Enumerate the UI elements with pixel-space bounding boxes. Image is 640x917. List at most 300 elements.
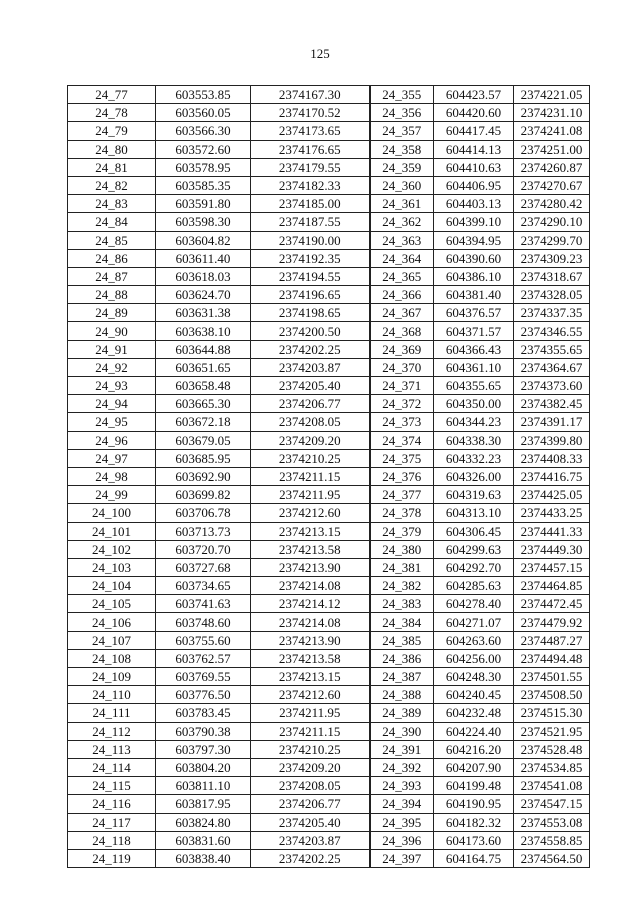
point-id-right: 24_380 — [370, 540, 434, 558]
x-coordinate-left: 603720.70 — [156, 540, 251, 558]
x-coordinate-left: 603817.95 — [156, 795, 251, 813]
y-coordinate-left: 2374209.20 — [251, 758, 370, 776]
point-id-right: 24_357 — [370, 122, 434, 140]
table-row — [68, 104, 590, 122]
point-id-right: 24_390 — [370, 722, 434, 740]
x-coordinate-left: 603651.65 — [156, 358, 251, 376]
table-row — [68, 558, 590, 576]
x-coordinate-right: 604240.45 — [434, 686, 514, 704]
point-id-left: 24_116 — [68, 795, 156, 813]
y-coordinate-left: 2374182.33 — [251, 176, 370, 194]
point-id-right: 24_356 — [370, 104, 434, 122]
x-coordinate-right: 604355.65 — [434, 377, 514, 395]
point-id-right: 24_397 — [370, 849, 434, 867]
x-coordinate-left: 603838.40 — [156, 849, 251, 867]
y-coordinate-left: 2374206.77 — [251, 795, 370, 813]
y-coordinate-right: 2374534.85 — [514, 758, 590, 776]
y-coordinate-left: 2374213.15 — [251, 668, 370, 686]
y-coordinate-left: 2374202.25 — [251, 340, 370, 358]
point-id-left: 24_109 — [68, 668, 156, 686]
point-id-left: 24_103 — [68, 558, 156, 576]
table-row — [68, 413, 590, 431]
point-id-left: 24_89 — [68, 304, 156, 322]
point-id-right: 24_393 — [370, 777, 434, 795]
y-coordinate-left: 2374179.55 — [251, 158, 370, 176]
y-coordinate-left: 2374211.95 — [251, 704, 370, 722]
x-coordinate-right: 604420.60 — [434, 104, 514, 122]
x-coordinate-left: 603611.40 — [156, 249, 251, 267]
x-coordinate-right: 604406.95 — [434, 176, 514, 194]
y-coordinate-right: 2374501.55 — [514, 668, 590, 686]
x-coordinate-right: 604292.70 — [434, 558, 514, 576]
table-row — [68, 431, 590, 449]
point-id-right: 24_374 — [370, 431, 434, 449]
point-id-right: 24_391 — [370, 740, 434, 758]
x-coordinate-left: 603560.05 — [156, 104, 251, 122]
x-coordinate-left: 603598.30 — [156, 213, 251, 231]
y-coordinate-left: 2374214.08 — [251, 613, 370, 631]
y-coordinate-left: 2374167.30 — [251, 86, 370, 104]
y-coordinate-left: 2374173.65 — [251, 122, 370, 140]
point-id-right: 24_362 — [370, 213, 434, 231]
point-id-left: 24_108 — [68, 649, 156, 667]
point-id-right: 24_360 — [370, 176, 434, 194]
point-id-left: 24_80 — [68, 140, 156, 158]
point-id-right: 24_364 — [370, 249, 434, 267]
y-coordinate-right: 2374479.92 — [514, 613, 590, 631]
y-coordinate-left: 2374211.15 — [251, 722, 370, 740]
x-coordinate-right: 604390.60 — [434, 249, 514, 267]
table-row — [68, 486, 590, 504]
y-coordinate-right: 2374494.48 — [514, 649, 590, 667]
y-coordinate-left: 2374214.12 — [251, 595, 370, 613]
x-coordinate-left: 603713.73 — [156, 522, 251, 540]
y-coordinate-left: 2374213.90 — [251, 631, 370, 649]
point-id-left: 24_91 — [68, 340, 156, 358]
table-row — [68, 449, 590, 467]
point-id-left: 24_96 — [68, 431, 156, 449]
point-id-right: 24_355 — [370, 86, 434, 104]
point-id-right: 24_394 — [370, 795, 434, 813]
x-coordinate-left: 603755.60 — [156, 631, 251, 649]
point-id-left: 24_81 — [68, 158, 156, 176]
table-row — [68, 249, 590, 267]
x-coordinate-right: 604164.75 — [434, 849, 514, 867]
point-id-right: 24_370 — [370, 358, 434, 376]
point-id-left: 24_100 — [68, 504, 156, 522]
coordinates-table — [67, 85, 590, 868]
y-coordinate-right: 2374416.75 — [514, 467, 590, 485]
point-id-left: 24_77 — [68, 86, 156, 104]
y-coordinate-right: 2374515.30 — [514, 704, 590, 722]
x-coordinate-right: 604271.07 — [434, 613, 514, 631]
y-coordinate-left: 2374208.05 — [251, 777, 370, 795]
x-coordinate-right: 604410.63 — [434, 158, 514, 176]
point-id-right: 24_369 — [370, 340, 434, 358]
table-row — [68, 231, 590, 249]
table-row — [68, 213, 590, 231]
x-coordinate-left: 603658.48 — [156, 377, 251, 395]
x-coordinate-left: 603804.20 — [156, 758, 251, 776]
y-coordinate-left: 2374187.55 — [251, 213, 370, 231]
point-id-right: 24_373 — [370, 413, 434, 431]
x-coordinate-left: 603831.60 — [156, 831, 251, 849]
table-row — [68, 122, 590, 140]
y-coordinate-left: 2374210.25 — [251, 740, 370, 758]
x-coordinate-right: 604232.48 — [434, 704, 514, 722]
point-id-left: 24_102 — [68, 540, 156, 558]
x-coordinate-left: 603748.60 — [156, 613, 251, 631]
x-coordinate-right: 604417.45 — [434, 122, 514, 140]
point-id-left: 24_86 — [68, 249, 156, 267]
table-row — [68, 704, 590, 722]
x-coordinate-right: 604344.23 — [434, 413, 514, 431]
y-coordinate-left: 2374205.40 — [251, 813, 370, 831]
table-row — [68, 668, 590, 686]
y-coordinate-left: 2374170.52 — [251, 104, 370, 122]
y-coordinate-right: 2374270.67 — [514, 176, 590, 194]
point-id-left: 24_83 — [68, 195, 156, 213]
x-coordinate-left: 603679.05 — [156, 431, 251, 449]
table-row — [68, 540, 590, 558]
table-row — [68, 304, 590, 322]
x-coordinate-left: 603572.60 — [156, 140, 251, 158]
y-coordinate-right: 2374487.27 — [514, 631, 590, 649]
table-row — [68, 340, 590, 358]
x-coordinate-right: 604199.48 — [434, 777, 514, 795]
y-coordinate-right: 2374441.33 — [514, 522, 590, 540]
point-id-left: 24_114 — [68, 758, 156, 776]
x-coordinate-left: 603665.30 — [156, 395, 251, 413]
y-coordinate-left: 2374212.60 — [251, 686, 370, 704]
x-coordinate-right: 604263.60 — [434, 631, 514, 649]
table-row — [68, 358, 590, 376]
table-row — [68, 795, 590, 813]
y-coordinate-left: 2374208.05 — [251, 413, 370, 431]
x-coordinate-left: 603672.18 — [156, 413, 251, 431]
x-coordinate-left: 603811.10 — [156, 777, 251, 795]
y-coordinate-left: 2374213.58 — [251, 649, 370, 667]
y-coordinate-right: 2374346.55 — [514, 322, 590, 340]
y-coordinate-right: 2374382.45 — [514, 395, 590, 413]
table-row — [68, 395, 590, 413]
y-coordinate-right: 2374547.15 — [514, 795, 590, 813]
point-id-right: 24_368 — [370, 322, 434, 340]
point-id-right: 24_359 — [370, 158, 434, 176]
y-coordinate-right: 2374337.35 — [514, 304, 590, 322]
point-id-right: 24_381 — [370, 558, 434, 576]
y-coordinate-left: 2374192.35 — [251, 249, 370, 267]
point-id-right: 24_379 — [370, 522, 434, 540]
point-id-right: 24_377 — [370, 486, 434, 504]
x-coordinate-left: 603585.35 — [156, 176, 251, 194]
point-id-right: 24_395 — [370, 813, 434, 831]
y-coordinate-right: 2374521.95 — [514, 722, 590, 740]
table-row — [68, 595, 590, 613]
point-id-left: 24_79 — [68, 122, 156, 140]
x-coordinate-left: 603624.70 — [156, 286, 251, 304]
x-coordinate-left: 603699.82 — [156, 486, 251, 504]
x-coordinate-right: 604403.13 — [434, 195, 514, 213]
x-coordinate-right: 604190.95 — [434, 795, 514, 813]
x-coordinate-right: 604173.60 — [434, 831, 514, 849]
point-id-left: 24_87 — [68, 267, 156, 285]
y-coordinate-left: 2374214.08 — [251, 577, 370, 595]
y-coordinate-right: 2374391.17 — [514, 413, 590, 431]
y-coordinate-right: 2374564.50 — [514, 849, 590, 867]
y-coordinate-right: 2374541.08 — [514, 777, 590, 795]
x-coordinate-right: 604299.63 — [434, 540, 514, 558]
x-coordinate-right: 604376.57 — [434, 304, 514, 322]
y-coordinate-left: 2374206.77 — [251, 395, 370, 413]
point-id-left: 24_104 — [68, 577, 156, 595]
table-row — [68, 777, 590, 795]
x-coordinate-left: 603618.03 — [156, 267, 251, 285]
table-row — [68, 377, 590, 395]
x-coordinate-right: 604399.10 — [434, 213, 514, 231]
y-coordinate-right: 2374364.67 — [514, 358, 590, 376]
table-row — [68, 740, 590, 758]
x-coordinate-left: 603797.30 — [156, 740, 251, 758]
table-row — [68, 631, 590, 649]
point-id-left: 24_117 — [68, 813, 156, 831]
x-coordinate-left: 603578.95 — [156, 158, 251, 176]
x-coordinate-left: 603783.45 — [156, 704, 251, 722]
y-coordinate-right: 2374472.45 — [514, 595, 590, 613]
point-id-left: 24_106 — [68, 613, 156, 631]
y-coordinate-right: 2374464.85 — [514, 577, 590, 595]
x-coordinate-right: 604207.90 — [434, 758, 514, 776]
y-coordinate-right: 2374231.10 — [514, 104, 590, 122]
point-id-left: 24_111 — [68, 704, 156, 722]
point-id-right: 24_382 — [370, 577, 434, 595]
x-coordinate-right: 604394.95 — [434, 231, 514, 249]
x-coordinate-right: 604224.40 — [434, 722, 514, 740]
point-id-left: 24_84 — [68, 213, 156, 231]
point-id-left: 24_101 — [68, 522, 156, 540]
point-id-left: 24_113 — [68, 740, 156, 758]
table-row — [68, 467, 590, 485]
x-coordinate-left: 603762.57 — [156, 649, 251, 667]
y-coordinate-right: 2374373.60 — [514, 377, 590, 395]
y-coordinate-right: 2374251.00 — [514, 140, 590, 158]
point-id-right: 24_386 — [370, 649, 434, 667]
y-coordinate-right: 2374457.15 — [514, 558, 590, 576]
x-coordinate-left: 603685.95 — [156, 449, 251, 467]
table-row — [68, 522, 590, 540]
table-row — [68, 649, 590, 667]
x-coordinate-left: 603824.80 — [156, 813, 251, 831]
point-id-right: 24_367 — [370, 304, 434, 322]
point-id-left: 24_105 — [68, 595, 156, 613]
x-coordinate-right: 604256.00 — [434, 649, 514, 667]
table-row — [68, 577, 590, 595]
x-coordinate-right: 604332.23 — [434, 449, 514, 467]
coordinates-table-body — [68, 86, 590, 868]
x-coordinate-left: 603591.80 — [156, 195, 251, 213]
y-coordinate-left: 2374200.50 — [251, 322, 370, 340]
y-coordinate-left: 2374198.65 — [251, 304, 370, 322]
table-row — [68, 813, 590, 831]
point-id-right: 24_363 — [370, 231, 434, 249]
point-id-left: 24_107 — [68, 631, 156, 649]
point-id-left: 24_82 — [68, 176, 156, 194]
point-id-right: 24_358 — [370, 140, 434, 158]
point-id-left: 24_92 — [68, 358, 156, 376]
point-id-right: 24_383 — [370, 595, 434, 613]
y-coordinate-left: 2374185.00 — [251, 195, 370, 213]
point-id-left: 24_119 — [68, 849, 156, 867]
y-coordinate-right: 2374260.87 — [514, 158, 590, 176]
x-coordinate-right: 604381.40 — [434, 286, 514, 304]
y-coordinate-right: 2374280.42 — [514, 195, 590, 213]
y-coordinate-left: 2374196.65 — [251, 286, 370, 304]
point-id-left: 24_112 — [68, 722, 156, 740]
point-id-right: 24_388 — [370, 686, 434, 704]
point-id-left: 24_115 — [68, 777, 156, 795]
y-coordinate-left: 2374212.60 — [251, 504, 370, 522]
y-coordinate-right: 2374433.25 — [514, 504, 590, 522]
point-id-right: 24_375 — [370, 449, 434, 467]
table-row — [68, 140, 590, 158]
table-row — [68, 267, 590, 285]
y-coordinate-right: 2374221.05 — [514, 86, 590, 104]
point-id-right: 24_392 — [370, 758, 434, 776]
x-coordinate-right: 604278.40 — [434, 595, 514, 613]
table-row — [68, 686, 590, 704]
x-coordinate-right: 604361.10 — [434, 358, 514, 376]
y-coordinate-left: 2374203.87 — [251, 358, 370, 376]
point-id-right: 24_384 — [370, 613, 434, 631]
y-coordinate-left: 2374213.58 — [251, 540, 370, 558]
x-coordinate-right: 604338.30 — [434, 431, 514, 449]
y-coordinate-right: 2374449.30 — [514, 540, 590, 558]
x-coordinate-right: 604366.43 — [434, 340, 514, 358]
x-coordinate-right: 604423.57 — [434, 86, 514, 104]
y-coordinate-right: 2374408.33 — [514, 449, 590, 467]
x-coordinate-left: 603553.85 — [156, 86, 251, 104]
table-row — [68, 322, 590, 340]
y-coordinate-right: 2374558.85 — [514, 831, 590, 849]
table-row — [68, 195, 590, 213]
x-coordinate-left: 603741.63 — [156, 595, 251, 613]
y-coordinate-right: 2374328.05 — [514, 286, 590, 304]
x-coordinate-right: 604285.63 — [434, 577, 514, 595]
y-coordinate-left: 2374176.65 — [251, 140, 370, 158]
y-coordinate-right: 2374318.67 — [514, 267, 590, 285]
point-id-left: 24_93 — [68, 377, 156, 395]
table-row — [68, 286, 590, 304]
x-coordinate-left: 603776.50 — [156, 686, 251, 704]
point-id-left: 24_110 — [68, 686, 156, 704]
y-coordinate-right: 2374425.05 — [514, 486, 590, 504]
point-id-left: 24_78 — [68, 104, 156, 122]
point-id-left: 24_85 — [68, 231, 156, 249]
y-coordinate-right: 2374355.65 — [514, 340, 590, 358]
table-row — [68, 158, 590, 176]
x-coordinate-right: 604350.00 — [434, 395, 514, 413]
x-coordinate-right: 604319.63 — [434, 486, 514, 504]
y-coordinate-right: 2374290.10 — [514, 213, 590, 231]
y-coordinate-left: 2374190.00 — [251, 231, 370, 249]
y-coordinate-left: 2374210.25 — [251, 449, 370, 467]
y-coordinate-left: 2374209.20 — [251, 431, 370, 449]
y-coordinate-left: 2374213.90 — [251, 558, 370, 576]
y-coordinate-left: 2374203.87 — [251, 831, 370, 849]
x-coordinate-left: 603734.65 — [156, 577, 251, 595]
y-coordinate-left: 2374211.95 — [251, 486, 370, 504]
point-id-left: 24_98 — [68, 467, 156, 485]
y-coordinate-left: 2374213.15 — [251, 522, 370, 540]
x-coordinate-right: 604182.32 — [434, 813, 514, 831]
point-id-right: 24_366 — [370, 286, 434, 304]
x-coordinate-left: 603790.38 — [156, 722, 251, 740]
table-row — [68, 758, 590, 776]
x-coordinate-right: 604414.13 — [434, 140, 514, 158]
y-coordinate-right: 2374299.70 — [514, 231, 590, 249]
point-id-right: 24_365 — [370, 267, 434, 285]
x-coordinate-right: 604216.20 — [434, 740, 514, 758]
y-coordinate-right: 2374528.48 — [514, 740, 590, 758]
point-id-right: 24_378 — [370, 504, 434, 522]
y-coordinate-right: 2374241.08 — [514, 122, 590, 140]
y-coordinate-right: 2374553.08 — [514, 813, 590, 831]
x-coordinate-right: 604248.30 — [434, 668, 514, 686]
point-id-left: 24_95 — [68, 413, 156, 431]
x-coordinate-left: 603769.55 — [156, 668, 251, 686]
x-coordinate-left: 603727.68 — [156, 558, 251, 576]
x-coordinate-left: 603692.90 — [156, 467, 251, 485]
x-coordinate-right: 604371.57 — [434, 322, 514, 340]
y-coordinate-left: 2374194.55 — [251, 267, 370, 285]
y-coordinate-left: 2374205.40 — [251, 377, 370, 395]
point-id-right: 24_387 — [370, 668, 434, 686]
point-id-left: 24_99 — [68, 486, 156, 504]
page-number: 125 — [310, 46, 330, 61]
x-coordinate-left: 603644.88 — [156, 340, 251, 358]
x-coordinate-right: 604386.10 — [434, 267, 514, 285]
table-row — [68, 613, 590, 631]
point-id-right: 24_372 — [370, 395, 434, 413]
point-id-right: 24_396 — [370, 831, 434, 849]
point-id-left: 24_88 — [68, 286, 156, 304]
point-id-left: 24_94 — [68, 395, 156, 413]
point-id-right: 24_376 — [370, 467, 434, 485]
y-coordinate-right: 2374508.50 — [514, 686, 590, 704]
x-coordinate-left: 603706.78 — [156, 504, 251, 522]
table-row — [68, 504, 590, 522]
point-id-right: 24_361 — [370, 195, 434, 213]
x-coordinate-right: 604313.10 — [434, 504, 514, 522]
table-row — [68, 722, 590, 740]
point-id-left: 24_97 — [68, 449, 156, 467]
x-coordinate-left: 603638.10 — [156, 322, 251, 340]
y-coordinate-right: 2374399.80 — [514, 431, 590, 449]
table-row — [68, 86, 590, 104]
point-id-right: 24_385 — [370, 631, 434, 649]
x-coordinate-right: 604326.00 — [434, 467, 514, 485]
y-coordinate-left: 2374202.25 — [251, 849, 370, 867]
x-coordinate-left: 603631.38 — [156, 304, 251, 322]
table-row — [68, 849, 590, 867]
x-coordinate-right: 604306.45 — [434, 522, 514, 540]
x-coordinate-left: 603604.82 — [156, 231, 251, 249]
table-row — [68, 176, 590, 194]
point-id-left: 24_90 — [68, 322, 156, 340]
y-coordinate-right: 2374309.23 — [514, 249, 590, 267]
point-id-right: 24_371 — [370, 377, 434, 395]
point-id-right: 24_389 — [370, 704, 434, 722]
